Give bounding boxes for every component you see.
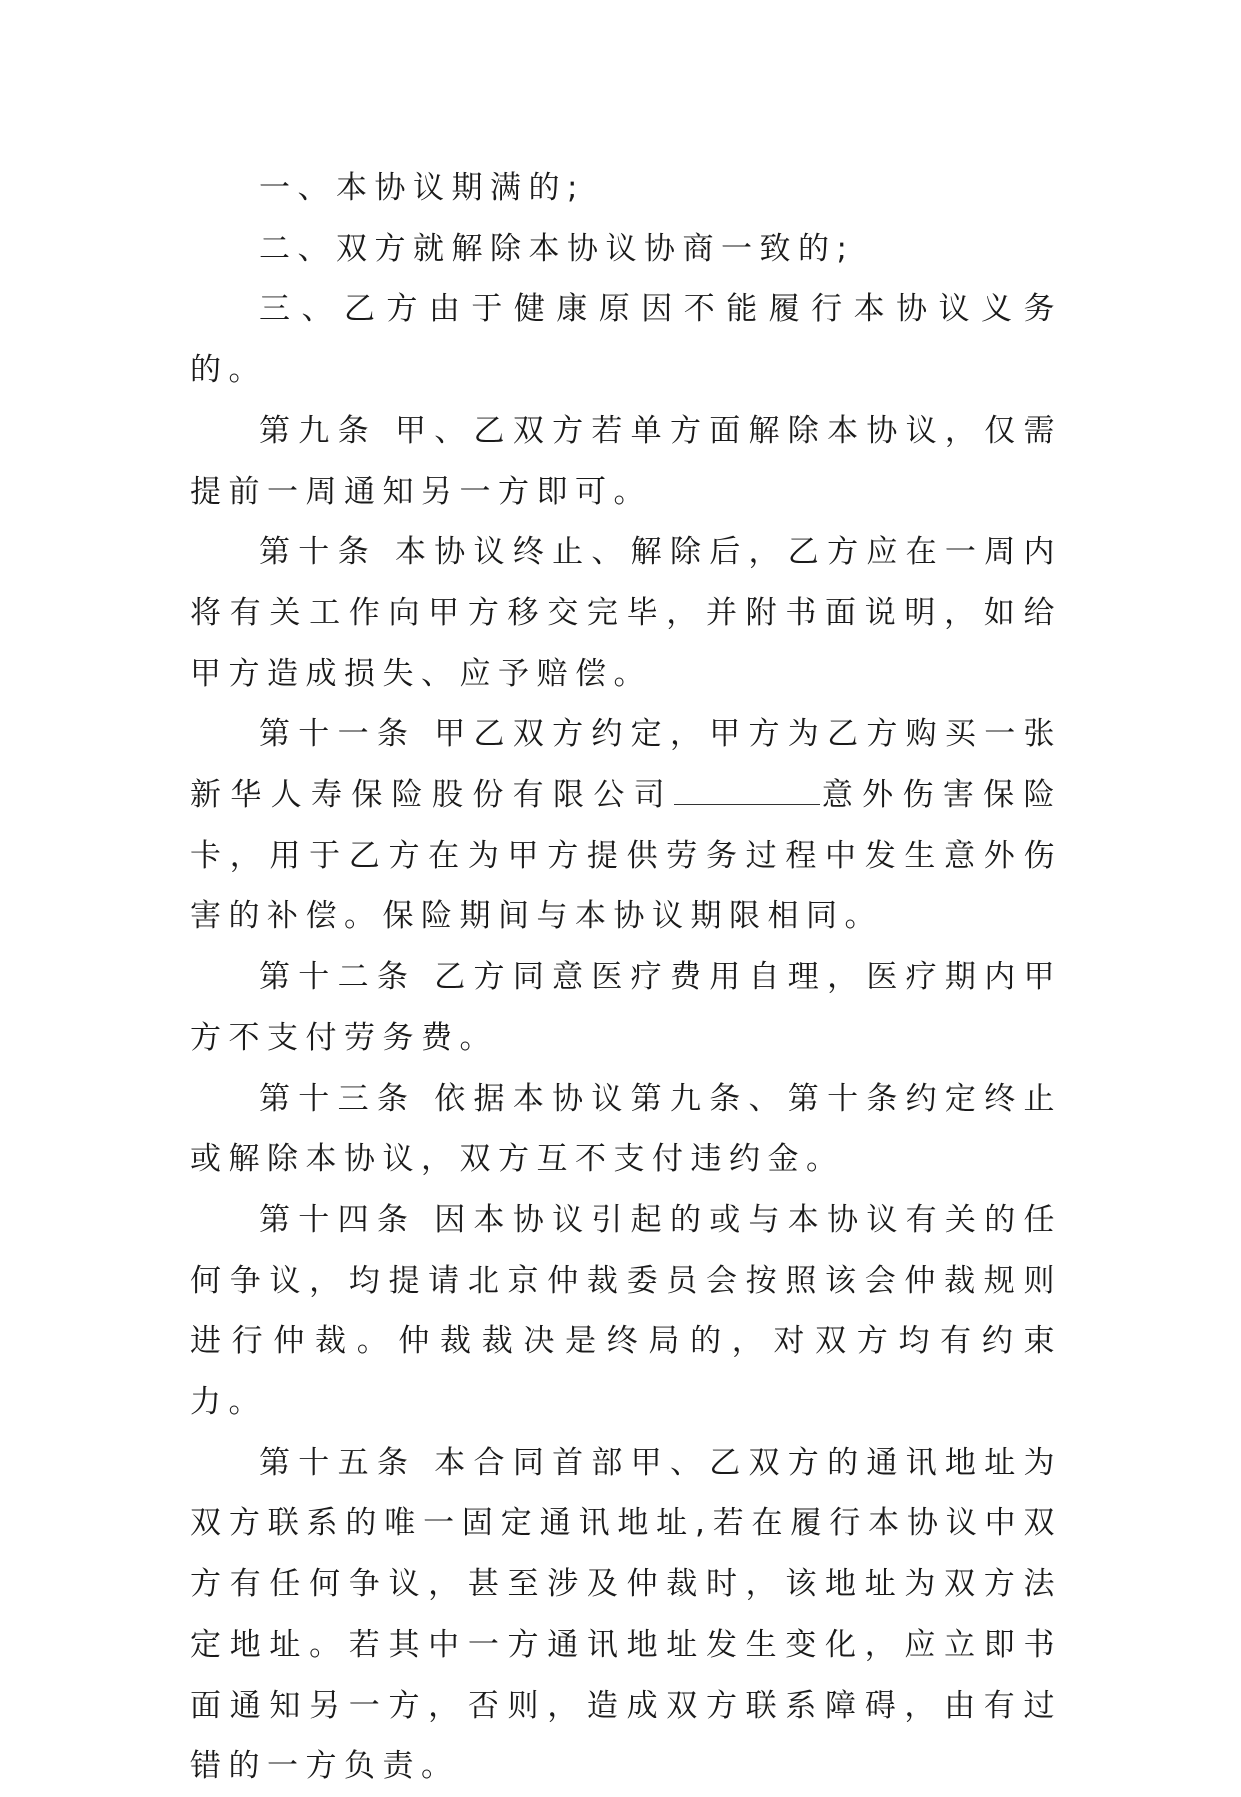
- clause-1: 一、本协议期满的;: [259, 170, 585, 206]
- article-11-part-1: 第十一条 甲乙双方约定，甲方为乙方购买一张新华人寿保险股份有限公司: [190, 716, 1062, 814]
- article-10: 第十条 本协议终止、解除后，乙方应在一周内将有关工作向甲方移交完毕，并附书面说明，如给甲方造成损失、应予赔偿。: [190, 534, 1062, 692]
- article-12: 第十二条 乙方同意医疗费用自理，医疗期内甲方不支付劳务费。: [190, 959, 1062, 1056]
- clause-3: 三、乙方由于健康原因不能履行本协议义务的。: [190, 291, 1062, 389]
- article-14: 第十四条 因本协议引起的或与本协议有关的任何争议，均提请北京仲裁委员会按照该会仲裁规则进行仲裁。仲裁裁决是终局的，对双方均有约束力。: [190, 1201, 1062, 1421]
- clause-2: 二、双方就解除本协议协商一致的;: [259, 230, 855, 267]
- article-13: 第十三条 依据本协议第九条、第十条约定终止或解除本协议，双方互不支付违约金。: [190, 1080, 1062, 1178]
- article-11: [190, 704, 1062, 947]
- article-9: 第九条 甲、乙双方若单方面解除本协议，仅需提前一周通知另一方即可。: [190, 412, 1062, 510]
- article-15: 第十五条 本合同首部甲、乙双方的通讯地址为双方联系的唯一固定通讯地址,若在履行本协议中双方有任何争议，甚至涉及仲裁时，该地址为双方法定地址。若其中一方通讯地址发生变化，应立即书面通知另一方，否则，造成双方联系障碍，由有过错的一方负责。: [190, 1444, 1062, 1785]
- blank-line: [674, 778, 820, 805]
- article-11-part-2: 意外伤害保险卡，用于乙方在为甲方提供劳务过程中发生意外伤害的补偿。保险期间与本协议期限相同。: [190, 777, 1062, 935]
- document-page: [190, 158, 1062, 1797]
